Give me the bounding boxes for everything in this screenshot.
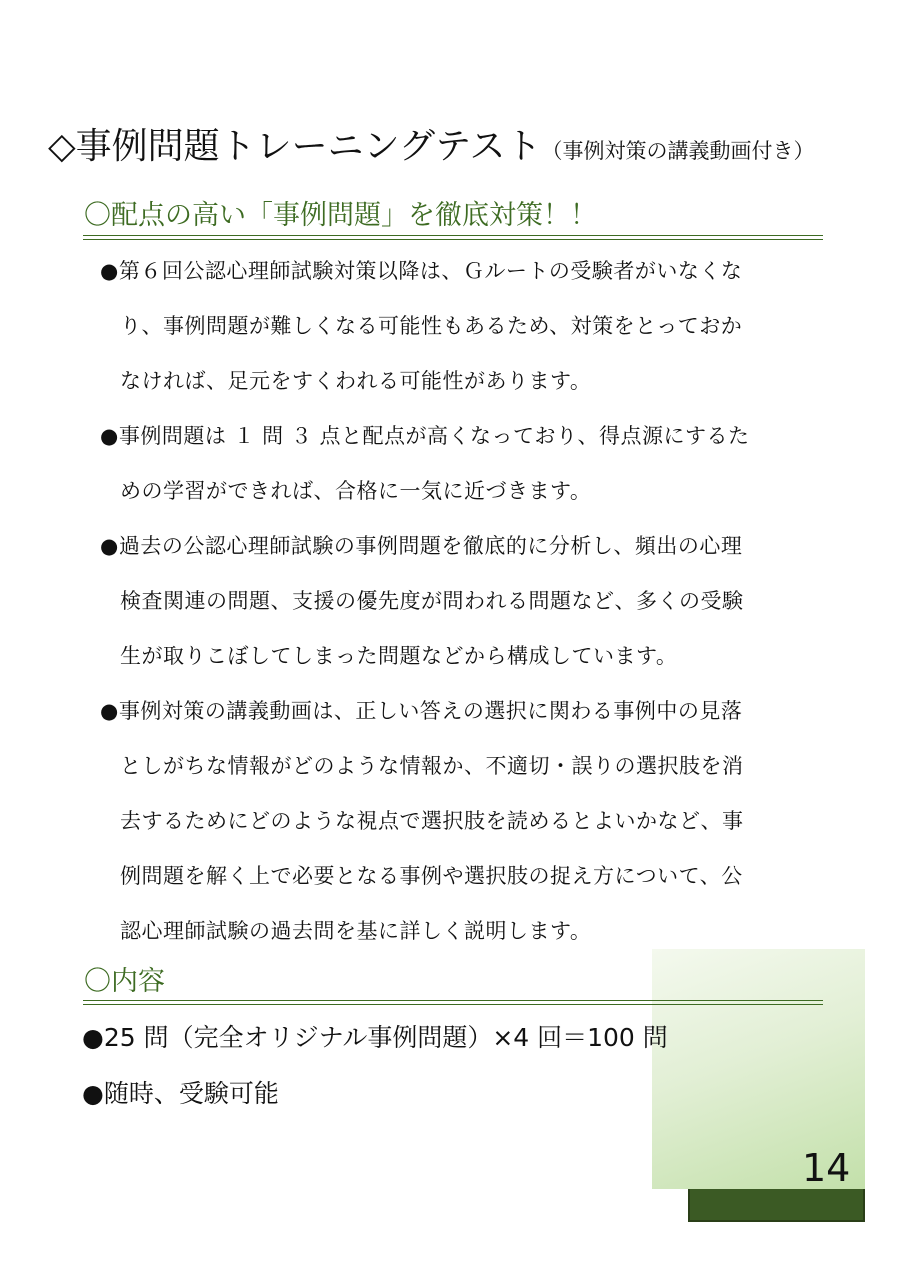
bullet-line: 認心理師試験の過去問を基に詳しく説明します。	[120, 919, 592, 943]
bullet-line: なければ、足元をすくわれる可能性があります。	[120, 369, 592, 393]
section-rule	[83, 1000, 823, 1005]
bullet-item	[100, 684, 840, 959]
contents-list	[82, 1010, 668, 1122]
bullet-item	[100, 409, 840, 519]
title-subtitle: （事例対策の講義動画付き）	[541, 139, 815, 163]
bullet-line: り、事例問題が難しくなる可能性もあるため、対策をとっておか	[120, 314, 743, 338]
bullet-line: 例問題を解く上で必要となる事例や選択肢の捉え方について、公	[120, 864, 743, 888]
title-main: ◇事例問題トレーニングテスト	[48, 126, 542, 167]
page-number: 14	[802, 1146, 851, 1190]
bullet-list	[100, 244, 840, 959]
bullet-line: としがちな情報がどのような情報か、不適切・誤りの選択肢を消	[120, 754, 744, 778]
section-heading-contents: 〇内容	[84, 966, 165, 997]
bullet-line: ●第６回公認心理師試験対策以降は、Ｇルートの受験者がいなくな	[100, 259, 743, 283]
bullet-line: 生が取りこぼしてしまった問題などから構成しています。	[120, 644, 678, 668]
page-title	[48, 122, 815, 176]
bullet-line: ●事例問題は １ 問 ３ 点と配点が高くなっており、得点源にするた	[100, 424, 750, 448]
bullet-item	[100, 244, 840, 409]
contents-item: ●随時、受験可能	[82, 1079, 279, 1108]
bullet-line: ●過去の公認心理師試験の事例問題を徹底的に分析し、頻出の心理	[100, 534, 743, 558]
bullet-line: ●事例対策の講義動画は、正しい答えの選択に関わる事例中の見落	[100, 699, 743, 723]
section-heading-scoring: 〇配点の高い「事例問題」を徹底対策！！	[84, 200, 597, 231]
bullet-line: 去するためにどのような視点で選択肢を読めるとよいかなど、事	[120, 809, 744, 833]
contents-item: ●25 問（完全オリジナル事例問題）×4 回＝100 問	[82, 1023, 668, 1052]
bullet-line: めの学習ができれば、合格に一気に近づきます。	[120, 479, 592, 503]
bullet-line: 検査関連の問題、支援の優先度が問われる問題など、多くの受験	[120, 589, 744, 613]
bullet-item	[100, 519, 840, 684]
section-rule	[83, 235, 823, 240]
